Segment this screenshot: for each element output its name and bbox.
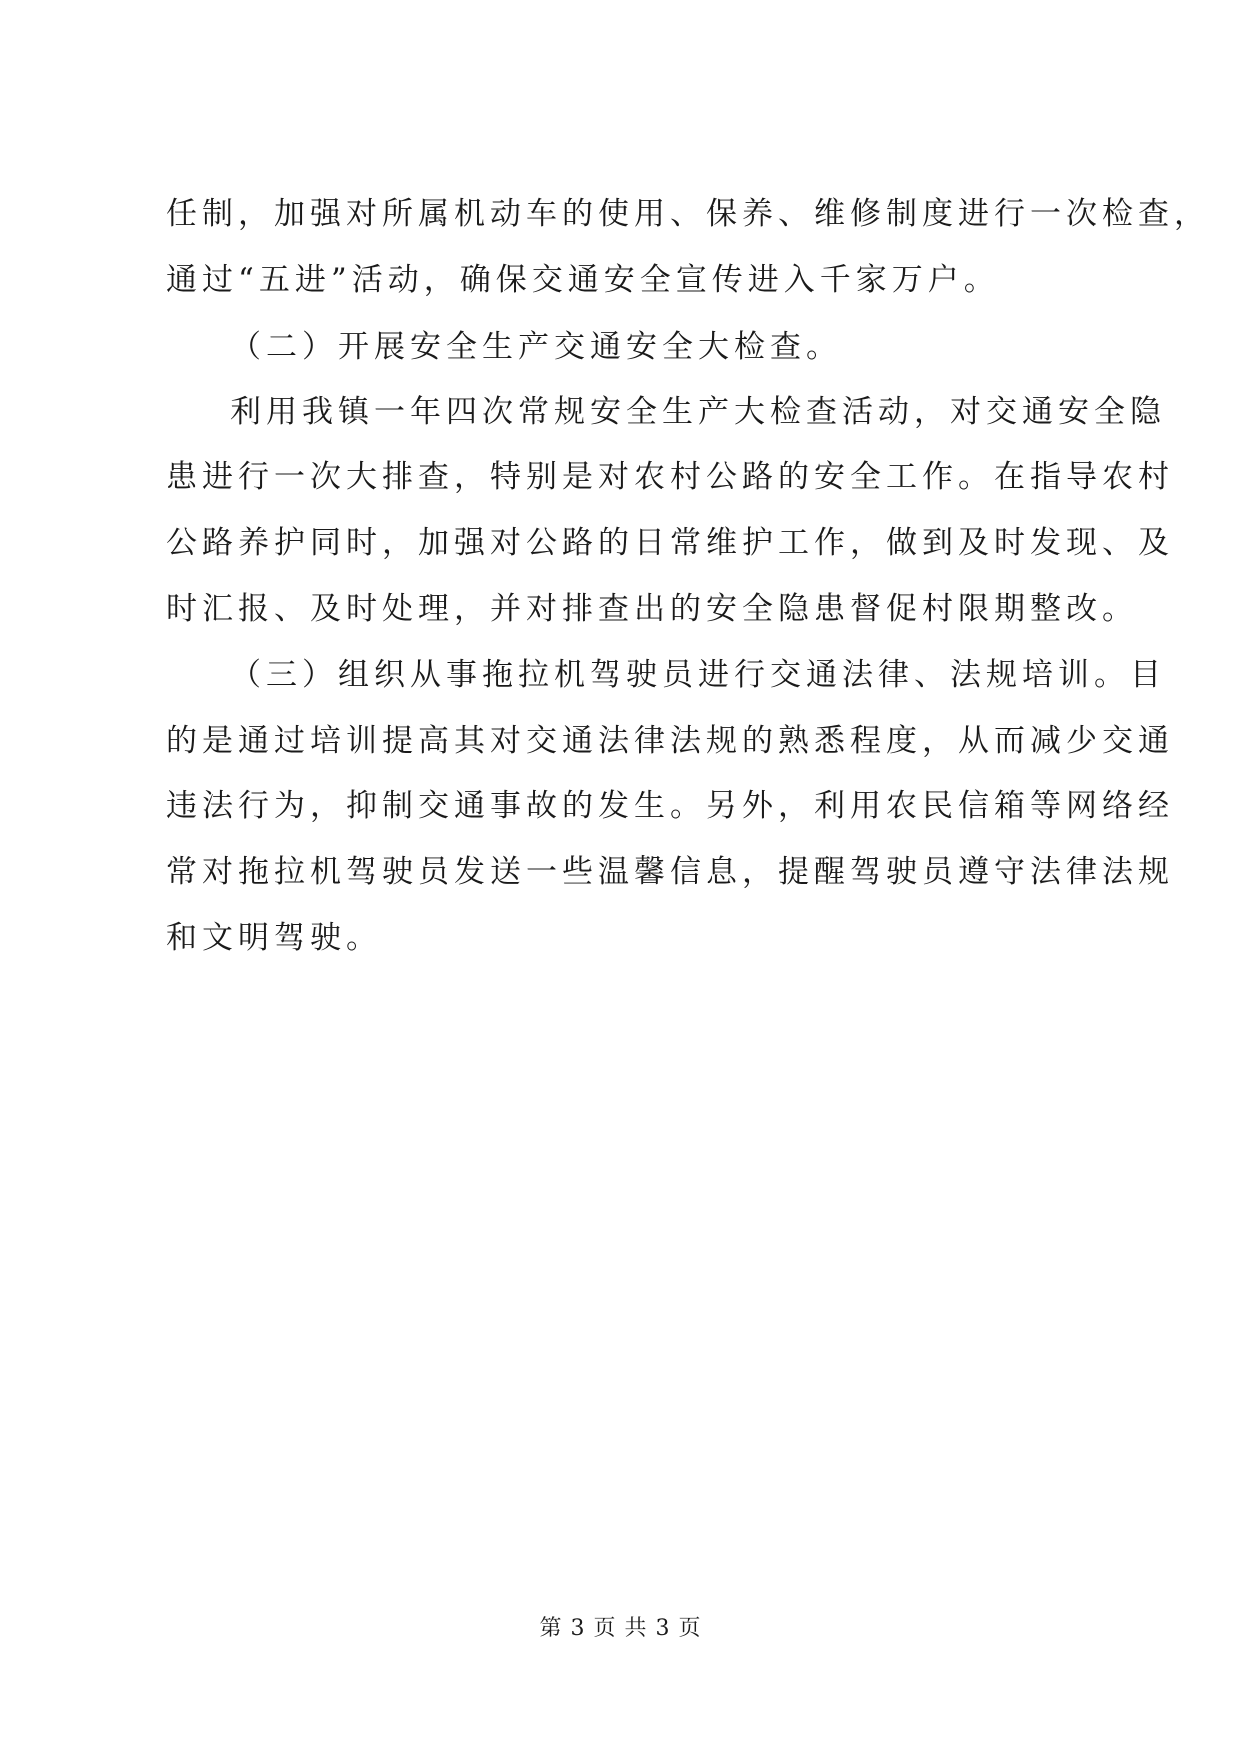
body-line-2: 通过“五进”活动，确保交通安全宣传进入千家万户。 xyxy=(166,262,1000,298)
body-line-11: 常对拖拉机驾驶员发送一些温馨信息，提醒驾驶员遵守法律法规 xyxy=(166,854,1174,890)
section-heading-3: （三）组织从事拖拉机驾驶员进行交通法律、法规培训。目 xyxy=(230,657,1166,693)
body-line-6: 公路养护同时，加强对公路的日常维护工作，做到及时发现、及 xyxy=(166,525,1174,561)
body-line-1: 任制，加强对所属机动车的使用、保养、维修制度进行一次检查， xyxy=(166,196,1210,232)
body-line-9: 的是通过培训提高其对交通法律法规的熟悉程度，从而减少交通 xyxy=(166,723,1174,759)
body-line-12: 和文明驾驶。 xyxy=(166,920,382,956)
section-heading-2: （二）开展安全生产交通安全大检查。 xyxy=(230,329,842,365)
page-footer: 第 3 页 共 3 页 xyxy=(539,1616,702,1641)
body-line-10: 违法行为，抑制交通事故的发生。另外，利用农民信箱等网络经 xyxy=(166,788,1174,824)
body-line-4: 利用我镇一年四次常规安全生产大检查活动，对交通安全隐 xyxy=(230,394,1166,430)
body-line-5: 患进行一次大排查，特别是对农村公路的安全工作。在指导农村 xyxy=(166,459,1174,495)
body-line-7: 时汇报、及时处理，并对排查出的安全隐患督促村限期整改。 xyxy=(166,591,1138,627)
